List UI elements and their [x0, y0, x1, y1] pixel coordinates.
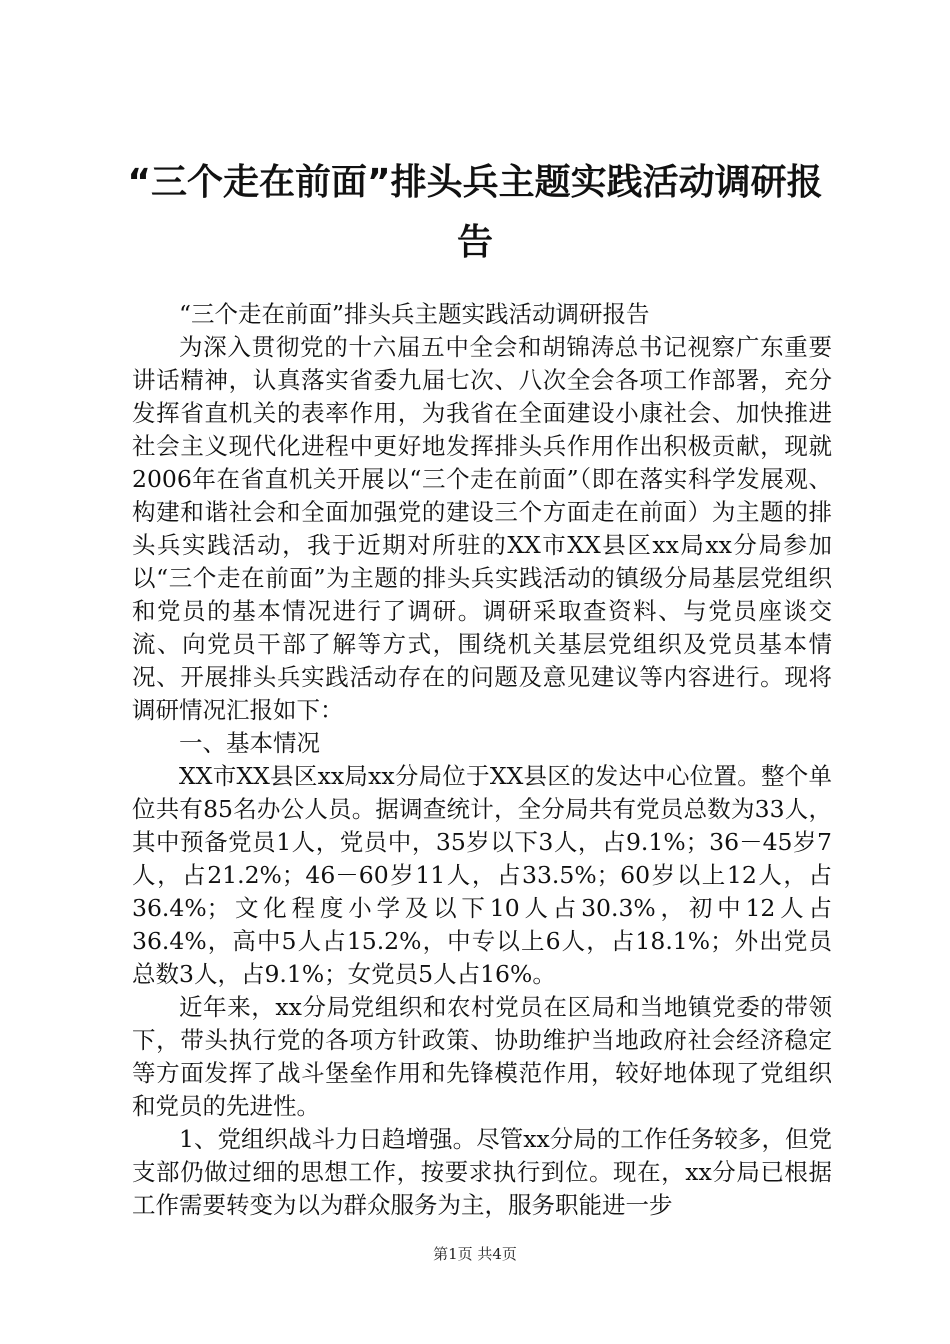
section-heading-basic-situation: 一、基本情况	[179, 729, 320, 757]
document-body	[132, 298, 832, 1222]
paragraph-basic-statistics: XX市XX县区xx局xx分局位于XX县区的发达中心位置。整个单位共有85名办公人员。据调查统计，全分局共有党员总数为33人，其中预备党员1人，党员中，35岁以下3人，占9.1%；36－45岁7人，占21.2%；46－60岁11人，占33.5%；60岁以上12人，占36.4%；文化程度小学及以下10人占30.3%，初中12人占36.4%，高中5人占15.2%，中专以上6人，占18.1%；外出党员总数3人，占9.1%；女党员5人占16%。	[132, 762, 832, 988]
document-title-line-2: 告	[456, 222, 493, 263]
paragraph-recent-years: 近年来，xx分局党组织和农村党员在区局和当地镇党委的带领下，带头执行党的各项方针政策、协助维护当地政府社会经济稳定等方面发挥了战斗堡垒作用和先锋模范作用，较好地体现了党组织和党员的先进性。	[132, 993, 832, 1120]
paragraph-point-1: 1、党组织战斗力日趋增强。尽管xx分局的工作任务较多，但党支部仍做过细的思想工作，按要求执行到位。现在，xx分局已根据工作需要转变为以为群众服务为主，服务职能进一步	[132, 1125, 832, 1219]
page-footer: 第1页 共4页	[433, 1245, 517, 1263]
document-subtitle: “三个走在前面”排头兵主题实践活动调研报告	[179, 300, 650, 328]
paragraph-intro: 为深入贯彻党的十六届五中全会和胡锦涛总书记视察广东重要讲话精神，认真落实省委九届七次、八次全会各项工作部署，充分发挥省直机关的表率作用，为我省在全面建设小康社会、加快推进社会主义现代化进程中更好地发挥排头兵作用作出积极贡献，现就2006年在省直机关开展以“三个走在前面”（即在落实科学发展观、构建和谐社会和全面加强党的建设三个方面走在前面）为主题的排头兵实践活动，我于近期对所驻的XX市XX县区xx局xx分局参加以“三个走在前面”为主题的排头兵实践活动的镇级分局基层党组织和党员的基本情况进行了调研。调研采取查资料、与党员座谈交流、向党员干部了解等方式，围绕机关基层党组织及党员基本情况、开展排头兵实践活动存在的问题及意见建议等内容进行。现将调研情况汇报如下：	[132, 333, 832, 724]
document-title-line-1: “三个走在前面”排头兵主题实践活动调研报	[127, 162, 823, 203]
